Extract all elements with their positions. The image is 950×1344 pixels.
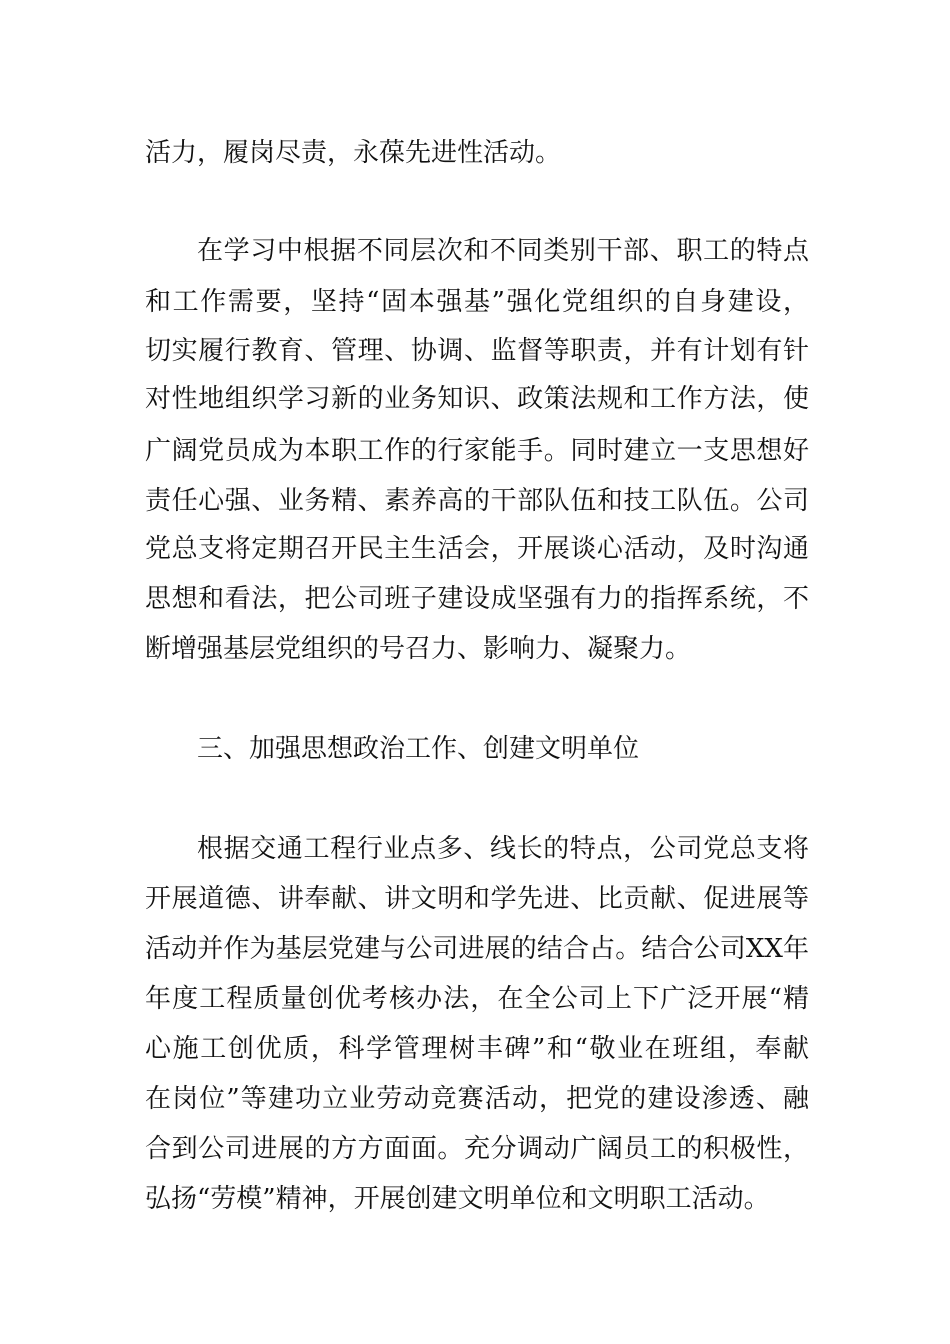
- paragraph-2-line-6: 责任心强、业务精、素养高的干部队伍和技工队伍。公司: [145, 486, 809, 516]
- paragraph-2-line-8: 思想和看法，把公司班子建设成坚强有力的指挥系统，不: [145, 584, 809, 614]
- paragraph-3-line-5: 心施工创优质，科学管理树丰碑”和“敬业在班组，奉献: [145, 1034, 809, 1064]
- paragraph-3-line-8: 弘扬“劳模”精神，开展创建文明单位和文明职工活动。: [145, 1184, 770, 1214]
- paragraph-2-line-2: 和工作需要，坚持“固本强基”强化党组织的自身建设，: [145, 287, 809, 317]
- paragraph-2-line-9: 断增强基层党组织的号召力、影响力、凝聚力。: [145, 634, 692, 664]
- paragraph-3-line-3: 活动并作为基层党建与公司进展的结合占。结合公司XX年: [145, 934, 809, 964]
- paragraph-3-line-7: 合到公司进展的方方面面。充分调动广阔员工的积极性，: [145, 1134, 809, 1164]
- paragraph-3-line-2: 开展道德、讲奉献、讲文明和学先进、比贡献、促进展等: [145, 884, 809, 914]
- paragraph-3-line-4: 年度工程质量创优考核办法，在全公司上下广泛开展“精: [145, 984, 809, 1014]
- paragraph-2-line-4: 对性地组织学习新的业务知识、政策法规和工作方法，使: [145, 384, 809, 414]
- paragraph-2-line-1: 在学习中根据不同层次和不同类别干部、职工的特点: [197, 236, 809, 266]
- paragraph-2-line-5: 广阔党员成为本职工作的行家能手。同时建立一支思想好: [145, 436, 809, 466]
- paragraph-2-line-7: 党总支将定期召开民主生活会，开展谈心活动，及时沟通: [145, 534, 809, 564]
- section-heading: 三、加强思想政治工作、创建文明单位: [197, 734, 640, 764]
- paragraph-2-line-3: 切实履行教育、管理、协调、监督等职责，并有计划有针: [145, 336, 809, 366]
- paragraph-3-line-6: 在岗位”等建功立业劳动竞赛活动，把党的建设渗透、融: [145, 1084, 809, 1114]
- paragraph-1-line-1: 活力，履岗尽责，永葆先进性活动。: [145, 138, 562, 168]
- paragraph-3-line-1: 根据交通工程行业点多、线长的特点，公司党总支将: [197, 834, 809, 864]
